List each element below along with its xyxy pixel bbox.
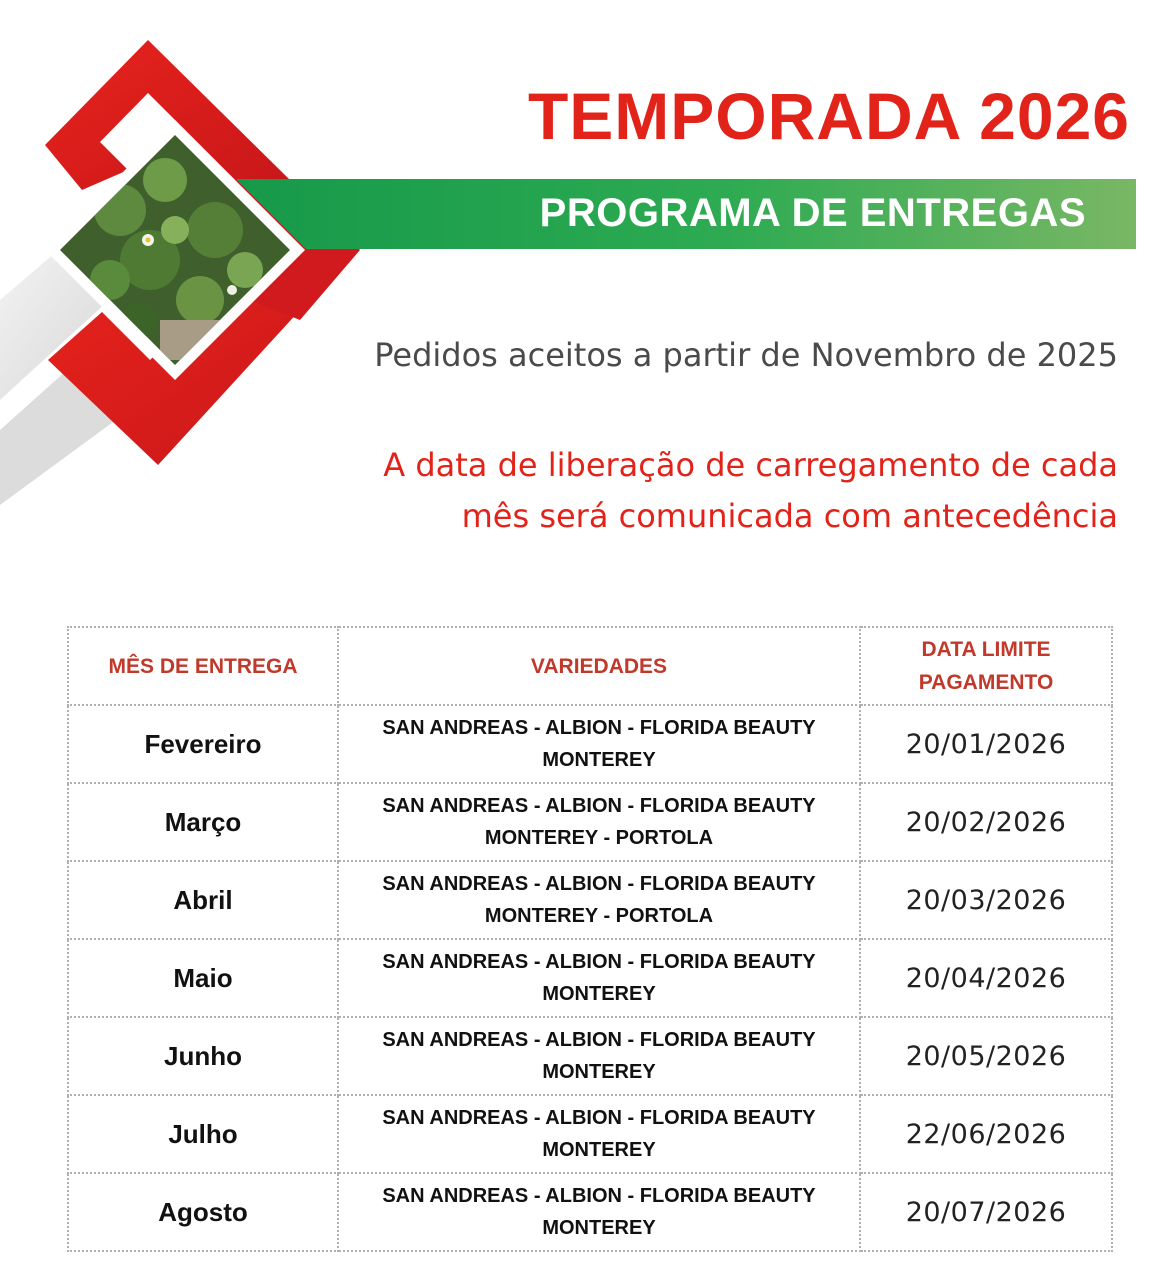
orders-notice: Pedidos aceitos a partir de Novembro de 2025 bbox=[374, 336, 1118, 374]
column-header-deadline bbox=[860, 627, 1112, 705]
column-header-month: MÊS DE ENTREGA bbox=[68, 627, 338, 705]
varieties-cell bbox=[338, 861, 860, 939]
varieties-line2: MONTEREY bbox=[542, 1217, 656, 1239]
column-header-deadline-line2: PAGAMENTO bbox=[918, 671, 1054, 694]
deadline-cell: 20/01/2026 bbox=[860, 705, 1112, 783]
month-cell: Agosto bbox=[68, 1173, 338, 1251]
varieties-line1: SAN ANDREAS - ALBION - FLORIDA BEAUTY bbox=[382, 1029, 816, 1051]
month-cell: Fevereiro bbox=[68, 705, 338, 783]
table-header-row bbox=[68, 627, 1112, 705]
month-cell: Maio bbox=[68, 939, 338, 1017]
deadline-cell: 20/02/2026 bbox=[860, 783, 1112, 861]
varieties-line1: SAN ANDREAS - ALBION - FLORIDA BEAUTY bbox=[382, 795, 816, 817]
table-row bbox=[68, 1017, 1112, 1095]
varieties-line1: SAN ANDREAS - ALBION - FLORIDA BEAUTY bbox=[382, 951, 816, 973]
column-header-varieties: VARIEDADES bbox=[338, 627, 860, 705]
varieties-line1: SAN ANDREAS - ALBION - FLORIDA BEAUTY bbox=[382, 1107, 816, 1129]
month-cell: Março bbox=[68, 783, 338, 861]
table-row bbox=[68, 783, 1112, 861]
table-row bbox=[68, 1173, 1112, 1251]
varieties-cell bbox=[338, 1095, 860, 1173]
table-row bbox=[68, 1095, 1112, 1173]
varieties-line2: MONTEREY bbox=[542, 1061, 656, 1083]
table-row bbox=[68, 861, 1112, 939]
month-cell: Junho bbox=[68, 1017, 338, 1095]
release-notice-line2: mês será comunicada com antecedência bbox=[461, 497, 1118, 535]
varieties-cell bbox=[338, 939, 860, 1017]
varieties-line2: MONTEREY bbox=[542, 749, 656, 771]
deadline-cell: 20/05/2026 bbox=[860, 1017, 1112, 1095]
month-cell: Abril bbox=[68, 861, 338, 939]
varieties-cell bbox=[338, 783, 860, 861]
table-row bbox=[68, 939, 1112, 1017]
table-row bbox=[68, 705, 1112, 783]
deadline-cell: 20/03/2026 bbox=[860, 861, 1112, 939]
band-label: PROGRAMA DE ENTREGAS bbox=[539, 191, 1086, 235]
varieties-line2: MONTEREY - PORTOLA bbox=[484, 827, 714, 849]
varieties-line2: MONTEREY bbox=[542, 983, 656, 1005]
varieties-cell bbox=[338, 1173, 860, 1251]
varieties-cell bbox=[338, 1017, 860, 1095]
varieties-line2: MONTEREY - PORTOLA bbox=[484, 905, 714, 927]
page-title: TEMPORADA 2026 bbox=[527, 79, 1130, 153]
deadline-cell: 20/04/2026 bbox=[860, 939, 1112, 1017]
deadline-cell: 22/06/2026 bbox=[860, 1095, 1112, 1173]
deadline-cell: 20/07/2026 bbox=[860, 1173, 1112, 1251]
release-notice-line1: A data de liberação de carregamento de cada bbox=[383, 446, 1118, 484]
varieties-line1: SAN ANDREAS - ALBION - FLORIDA BEAUTY bbox=[382, 717, 816, 739]
varieties-cell bbox=[338, 705, 860, 783]
varieties-line1: SAN ANDREAS - ALBION - FLORIDA BEAUTY bbox=[382, 873, 816, 895]
varieties-line2: MONTEREY bbox=[542, 1139, 656, 1161]
varieties-line1: SAN ANDREAS - ALBION - FLORIDA BEAUTY bbox=[382, 1185, 816, 1207]
month-cell: Julho bbox=[68, 1095, 338, 1173]
column-header-deadline-line1: DATA LIMITE bbox=[921, 638, 1051, 661]
delivery-schedule-table bbox=[67, 626, 1113, 1252]
release-notice bbox=[383, 440, 1118, 542]
